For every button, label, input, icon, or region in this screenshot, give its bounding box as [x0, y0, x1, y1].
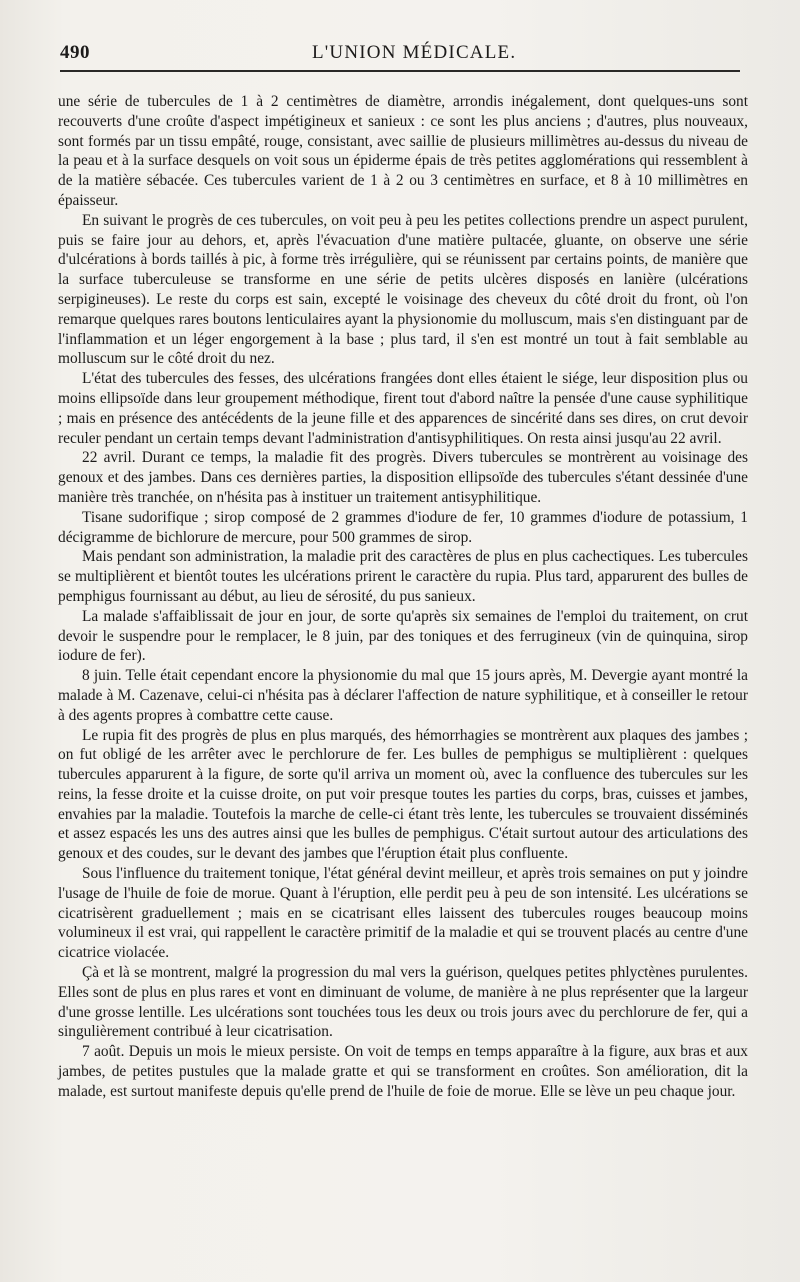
- paragraph: En suivant le progrès de ces tubercules, on voit peu à peu les petites collections prendre un aspect purulent, puis se faire jour au dehors, et, après l'évacuation d'une matière pultacée, gluante, on observe une série d'ulcérations à bords taillés à pic, à forme très irrégulière, qui se réunissent par certains points, de manière que la surface tuberculeuse se transforme en une série de petits ulcères disposés en lanière (ulcérations serpigineuses). Le reste du corps est sain, excepté le voisinage des cheveux du côté droit du front, où l'on remarque quelques rares boutons lenticulaires ayant la physionomie du molluscum, mais s'en distinguant par de l'inflammation et un léger engorgement à la base ; plus tard, il s'en est montré un tout à fait semblable au molluscum sur le côté droit du nez.: [58, 211, 748, 368]
- paragraph: Sous l'influence du traitement tonique, l'état général devint meilleur, et après trois semaines on put y joindre l'usage de l'huile de foie de morue. Quant à l'éruption, elle perdit peu à peu de son intensité. Les ulcérations se cicatrisèrent graduellement ; mais en se cicatrisant elles laissent des tubercules rouges beaucoup moins volumineux il est vrai, qui rappellent le caractère primitif de la maladie et qui se trouvent placés au centre d'une cicatrice violacée.: [58, 865, 748, 962]
- page-header: [58, 42, 738, 70]
- running-title: L'UNION MÉDICALE.: [312, 42, 517, 63]
- body-text: [58, 92, 748, 1102]
- header-rule: [60, 70, 740, 72]
- paragraph: La malade s'affaiblissait de jour en jour, de sorte qu'après six semaines de l'emploi du traitement, on crut devoir le suspendre pour le remplacer, le 8 juin, par des toniques et des ferrugineux (vin de quinquina, sirop iodure de fer).: [58, 607, 748, 665]
- paragraph: une série de tubercules de 1 à 2 centimètres de diamètre, arrondis inégalement, dont quelques-uns sont recouverts d'une croûte d'aspect impétigineux et sanieux : ce sont les plus anciens ; d'autres, plus nouveaux, sont formés par un tissu empâté, rouge, consistant, avec saillie de plusieurs millimètres au-dessus du niveau de la peau et à la surface desquels on voit sous un épiderme épais de très petites agglomérations qui ressemblent à de la matière sébacée. Ces tubercules varient de 1 à 2 ou 3 centimètres en surface, et 8 à 10 millimètres en épaisseur.: [58, 93, 748, 209]
- paragraph: 8 juin. Telle était cependant encore la physionomie du mal que 15 jours après, M. Devergie ayant montré la malade à M. Cazenave, celui-ci n'hésita pas à déclarer l'affection de nature syphilitique, et à conseiller le retour à des agents propres à combattre cette cause.: [58, 667, 748, 724]
- paragraph: L'état des tubercules des fesses, des ulcérations frangées dont elles étaient le siége, leur disposition plus ou moins ellipsoïde dans leur groupement méthodique, firent tout d'abord naître la pensée d'une cause syphilitique ; mais en présence des antécédents de la jeune fille et des apparences de sincérité dans ses dires, on crut devoir reculer pendant un certain temps devant l'administration d'antisyphilitiques. On resta ainsi jusqu'au 22 avril.: [58, 370, 748, 447]
- paragraph: 7 août. Depuis un mois le mieux persiste. On voit de temps en temps apparaître à la figure, aux bras et aux jambes, de petites pustules que la malade gratte et qui se transforment en croûtes. Son amélioration, dit la malade, est surtout manifeste depuis qu'elle prend de l'huile de foie de morue. Elle se lève un peu chaque jour.: [58, 1043, 748, 1100]
- paragraph: Tisane sudorifique ; sirop composé de 2 grammes d'iodure de fer, 10 grammes d'iodure de potassium, 1 décigramme de bichlorure de mercure, pour 500 grammes de sirop.: [58, 508, 748, 546]
- page-number: 490: [60, 42, 90, 63]
- paragraph: 22 avril. Durant ce temps, la maladie fit des progrès. Divers tubercules se montrèrent au voisinage des genoux et des jambes. Dans ces dernières parties, la disposition ellipsoïde des tubercules s'étant dessinée d'une manière très tranchée, on n'hésita pas à instituer un traitement antisyphilitique.: [58, 449, 748, 506]
- paragraph: Çà et là se montrent, malgré la progression du mal vers la guérison, quelques petites phlyctènes purulentes. Elles sont de plus en plus rares et vont en diminuant de volume, de manière à ne plus représenter que la largeur d'une grosse lentille. Les ulcérations sont touchées tous les deux ou trois jours avec du perchlorure de fer, qui a singulièrement contribué à leur cicatrisation.: [58, 964, 748, 1041]
- paragraph: Le rupia fit des progrès de plus en plus marqués, des hémorrhagies se montrèrent aux plaques des jambes ; on fut obligé de les arrêter avec le perchlorure de fer. Les bulles de pemphigus se multiplièrent : quelques tubercules apparurent à la figure, de sorte qu'il arriva un moment où, avec la confluence des tubercules sur les reins, la fesse droite et la cuisse droite, on put voir presque toutes les parties du corps, bras, cuisses et jambes, envahies par la maladie. Toutefois la marche de celle-ci étant très lente, les tubercules se trouvaient disséminés et assez espacés les uns des autres ainsi que les bulles de pemphigus. C'était surtout autour des articulations des genoux et des coudes, sur le devant des jambes que l'éruption était plus confluente.: [58, 726, 748, 863]
- paragraph: Mais pendant son administration, la maladie prit des caractères de plus en plus cachectiques. Les tubercules se multiplièrent et bientôt toutes les ulcérations prirent le caractère du rupia. Plus tard, apparurent des bulles de pemphigus fournissant au début, au lieu de sérosité, du pus sanieux.: [58, 548, 748, 605]
